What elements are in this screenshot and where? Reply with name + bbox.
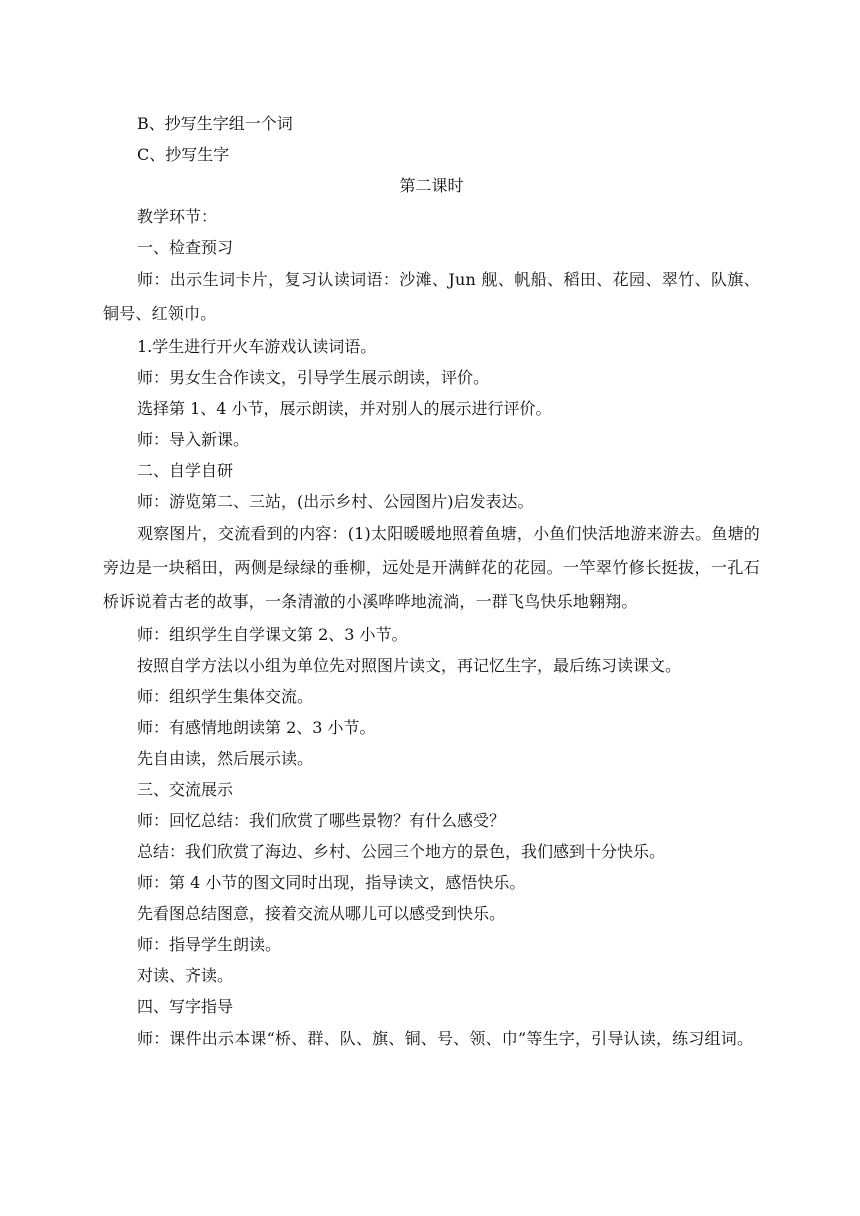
text-line: 师：第 4 小节的图文同时出现，指导读文，感悟快乐。 — [137, 873, 526, 892]
paragraph: 师：出示生词卡片，复习认读词语：沙滩、Jun 舰、帆船、稻田、花园、翠竹、队旗、铜号、红领巾。 — [103, 270, 760, 323]
section-heading: 一、检查预习 — [137, 238, 234, 257]
text-line: 对读、齐读。 — [137, 966, 234, 985]
paragraph: 师：课件出示本课“桥、群、队、旗、铜、号、领、巾”等生字，引导认读，练习组词。 — [137, 1029, 754, 1048]
text-line: 师：回忆总结：我们欣赏了哪些景物？有什么感受？ — [137, 811, 506, 830]
text-line: 师：有感情地朗读第 2、3 小节。 — [137, 718, 376, 737]
text-line: C、抄写生字 — [137, 145, 230, 164]
text-line: 总结：我们欣赏了海边、乡村、公园三个地方的景色，我们感到十分快乐。 — [137, 842, 666, 861]
text-line: 师：指导学生朗读。 — [137, 935, 282, 954]
section-heading: 二、自学自研 — [137, 461, 234, 480]
text-line: 师：导入新课。 — [137, 430, 250, 449]
text-line: 师：男女生合作读文，引导学生展示朗读，评价。 — [137, 368, 490, 387]
text-line: B、抄写生字组一个词 — [137, 114, 293, 133]
text-line: 选择第 1、4 小节，展示朗读，并对别人的展示进行评价。 — [137, 399, 552, 418]
section-title: 第二课时 — [399, 176, 464, 195]
text-line: 师：组织学生自学课文第 2、3 小节。 — [137, 625, 408, 644]
text-line: 按照自学方法以小组为单位先对照图片读文，再记忆生字，最后练习读课文。 — [137, 656, 682, 675]
text-line: 师：组织学生集体交流。 — [137, 687, 314, 706]
text-line: 先看图总结图意，接着交流从哪儿可以感受到快乐。 — [137, 904, 506, 923]
lesson-plan-body — [103, 108, 760, 1056]
paragraph: 观察图片，交流看到的内容：(1)太阳暖暖地照着鱼塘，小鱼们快活地游来游去。鱼塘的旁边是一块稻田，两侧是绿绿的垂柳，远处是开满鲜花的花园。一竿翠竹修长挺拔，一孔石桥诉说着古老的故事，一条清澈的小溪哗哗地流淌，一群飞鸟快乐地翱翔。 — [103, 524, 760, 611]
text-line: 师：游览第二、三站，(出示乡村、公园图片)启发表达。 — [137, 492, 534, 511]
text-line: 教学环节： — [137, 207, 218, 226]
text-line: 先自由读，然后展示读。 — [137, 749, 314, 768]
text-line: 1.学生进行开火车游戏认读词语。 — [137, 337, 377, 356]
section-heading: 四、写字指导 — [137, 997, 234, 1016]
section-heading: 三、交流展示 — [137, 780, 234, 799]
